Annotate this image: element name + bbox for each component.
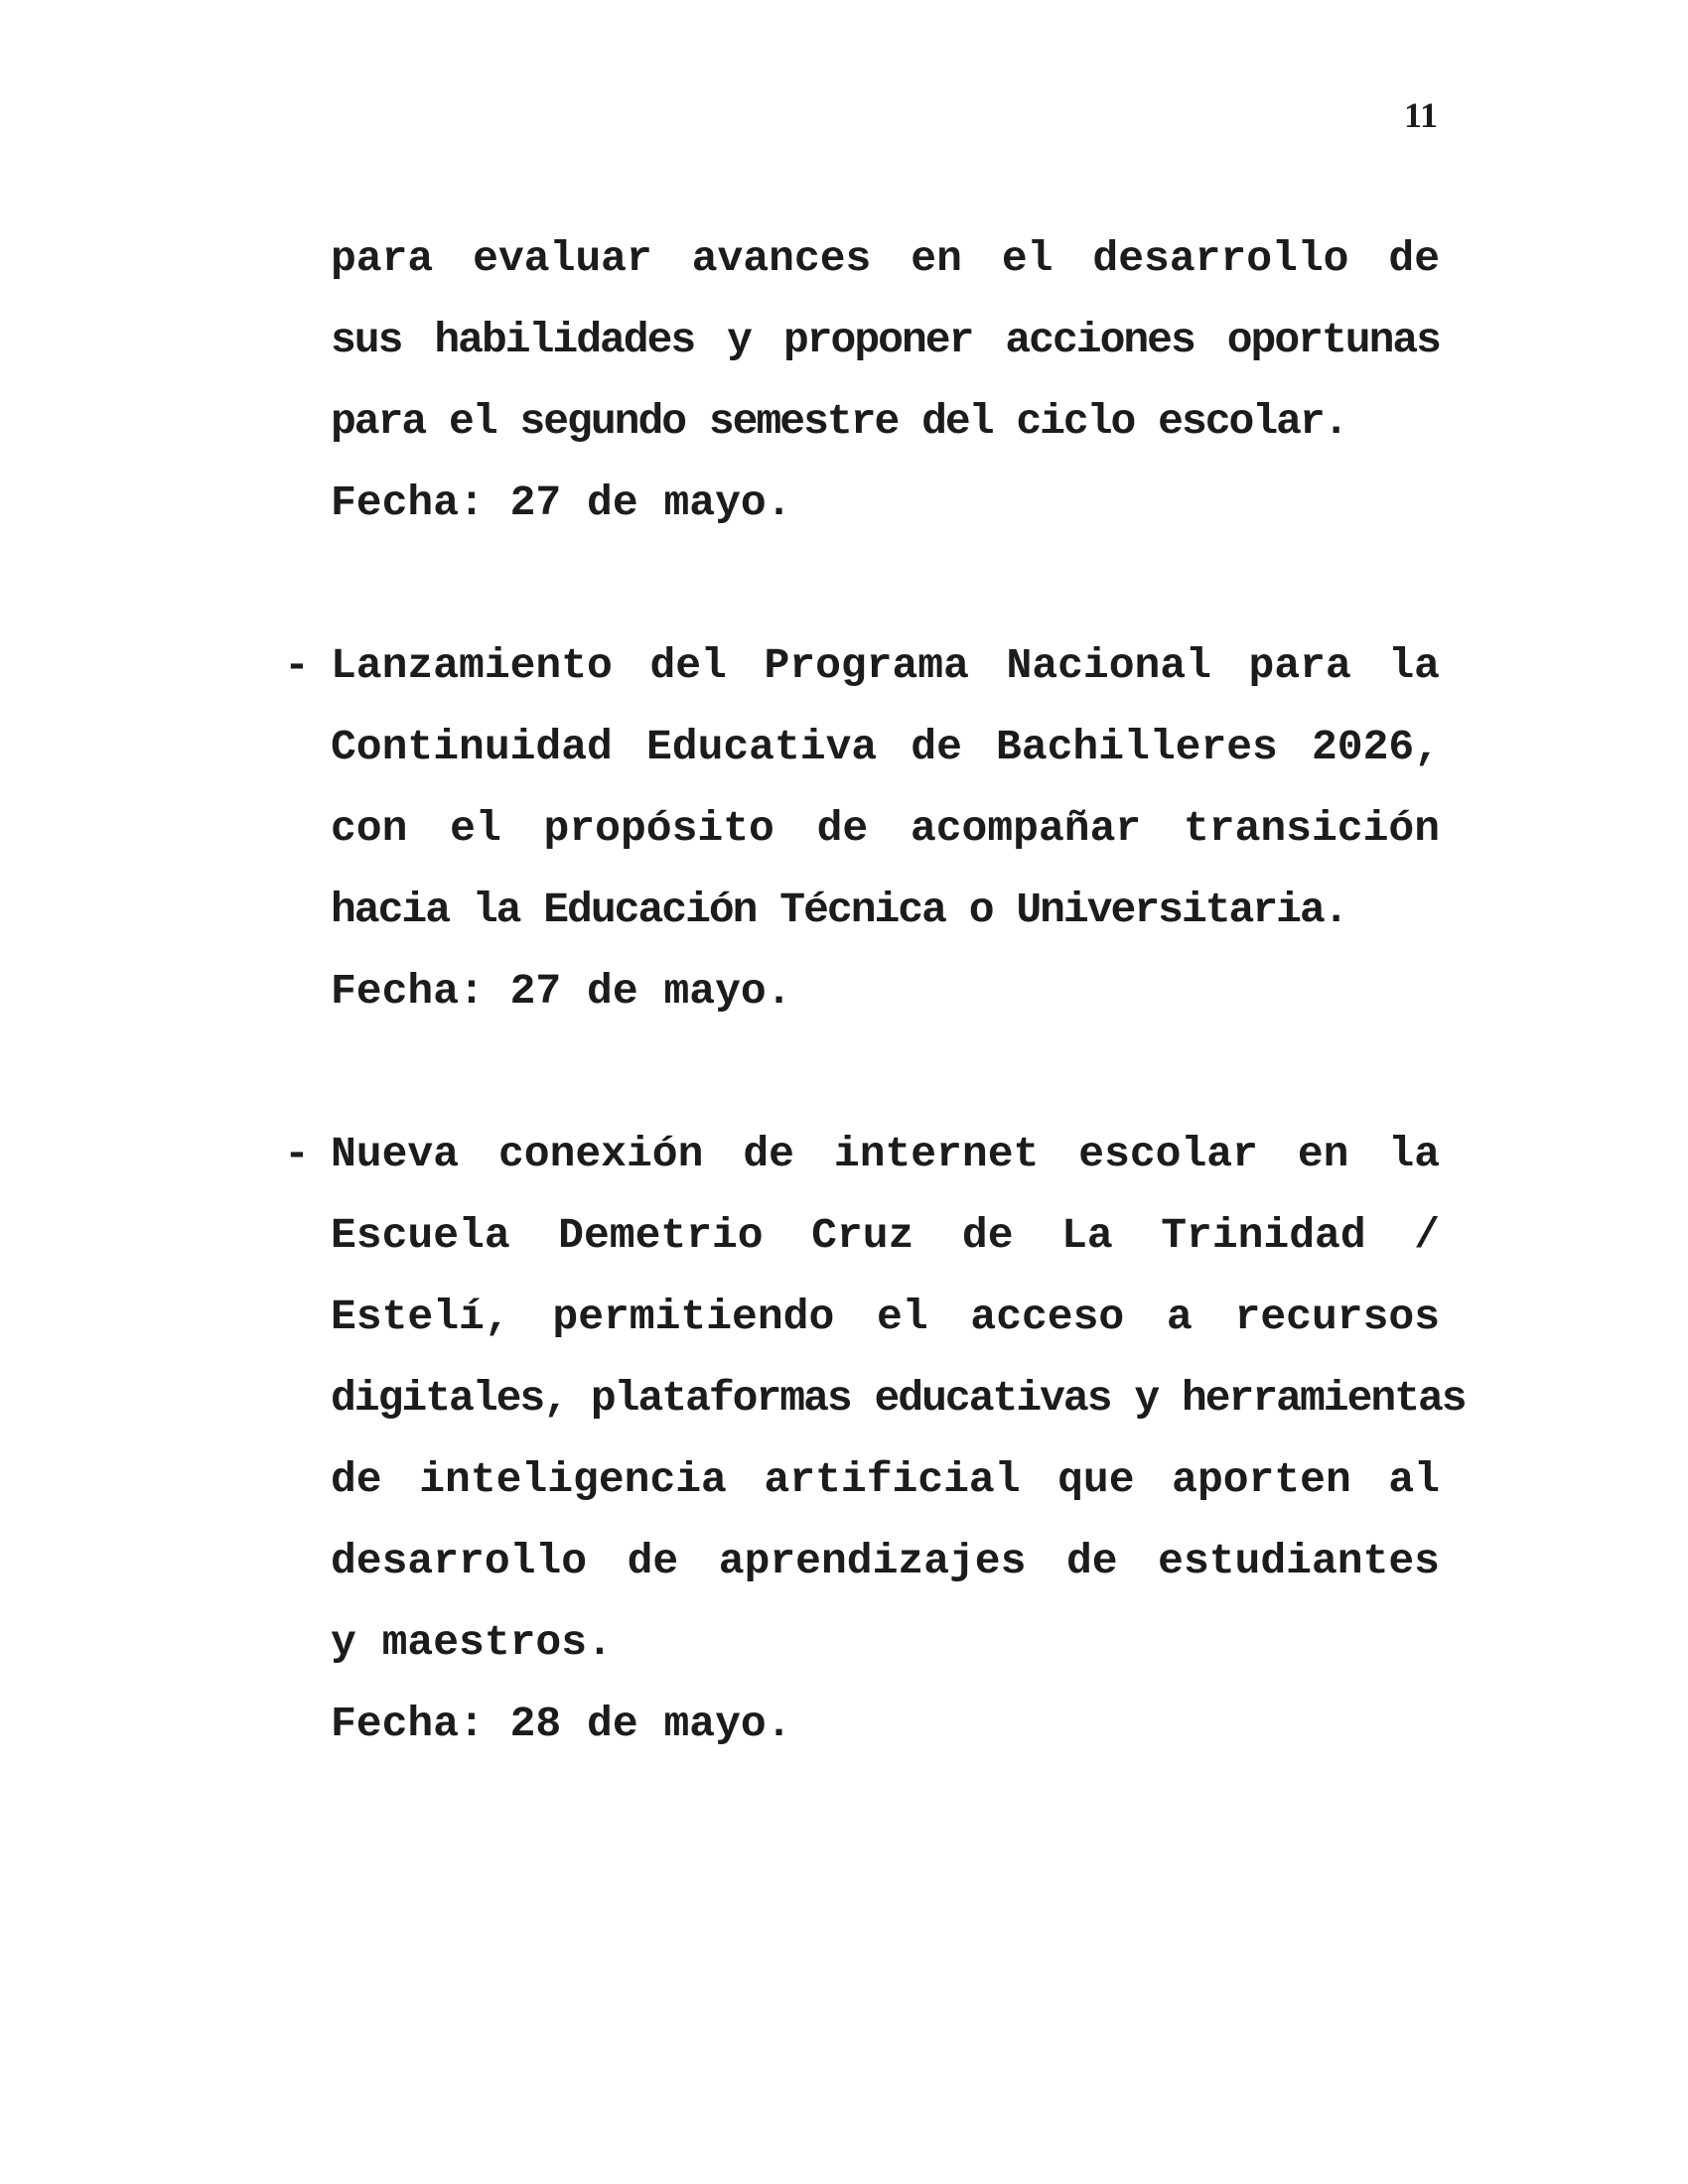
paragraph-line: de inteligencia artificial que aporten al	[331, 1455, 1440, 1504]
date-line: Fecha: 27 de mayo.	[331, 967, 792, 1016]
paragraph-line: con el propósito de acompañar transición	[331, 804, 1440, 853]
paragraph-line: Nueva conexión de internet escolar en la	[331, 1130, 1440, 1178]
page-number: 11	[1403, 95, 1438, 135]
paragraph-line: hacia la Educación Técnica o Universitaria.	[331, 886, 1347, 934]
bullet-dash: -	[284, 641, 310, 690]
paragraph-line: digitales, plataformas educativas y herramientas	[331, 1374, 1466, 1423]
paragraph-line: desarrollo de aprendizajes de estudiantes	[331, 1537, 1440, 1585]
date-line: Fecha: 28 de mayo.	[331, 1700, 792, 1748]
paragraph-line: Lanzamiento del Programa Nacional para la	[331, 641, 1440, 690]
date-line: Fecha: 27 de mayo.	[331, 478, 792, 527]
paragraph-line: y maestros.	[331, 1618, 613, 1667]
bullet-dash: -	[284, 1130, 310, 1178]
paragraph-line: Continuidad Educativa de Bachilleres 2026,	[331, 723, 1440, 771]
paragraph-line: Estelí, permitiendo el acceso a recursos	[331, 1293, 1440, 1341]
paragraph-line: Escuela Demetrio Cruz de La Trinidad /	[331, 1211, 1440, 1260]
paragraph-line: para el segundo semestre del ciclo escolar.	[331, 397, 1347, 446]
paragraph-line: sus habilidades y proponer acciones oportunas	[331, 316, 1440, 364]
paragraph-line: para evaluar avances en el desarrollo de	[331, 234, 1440, 283]
